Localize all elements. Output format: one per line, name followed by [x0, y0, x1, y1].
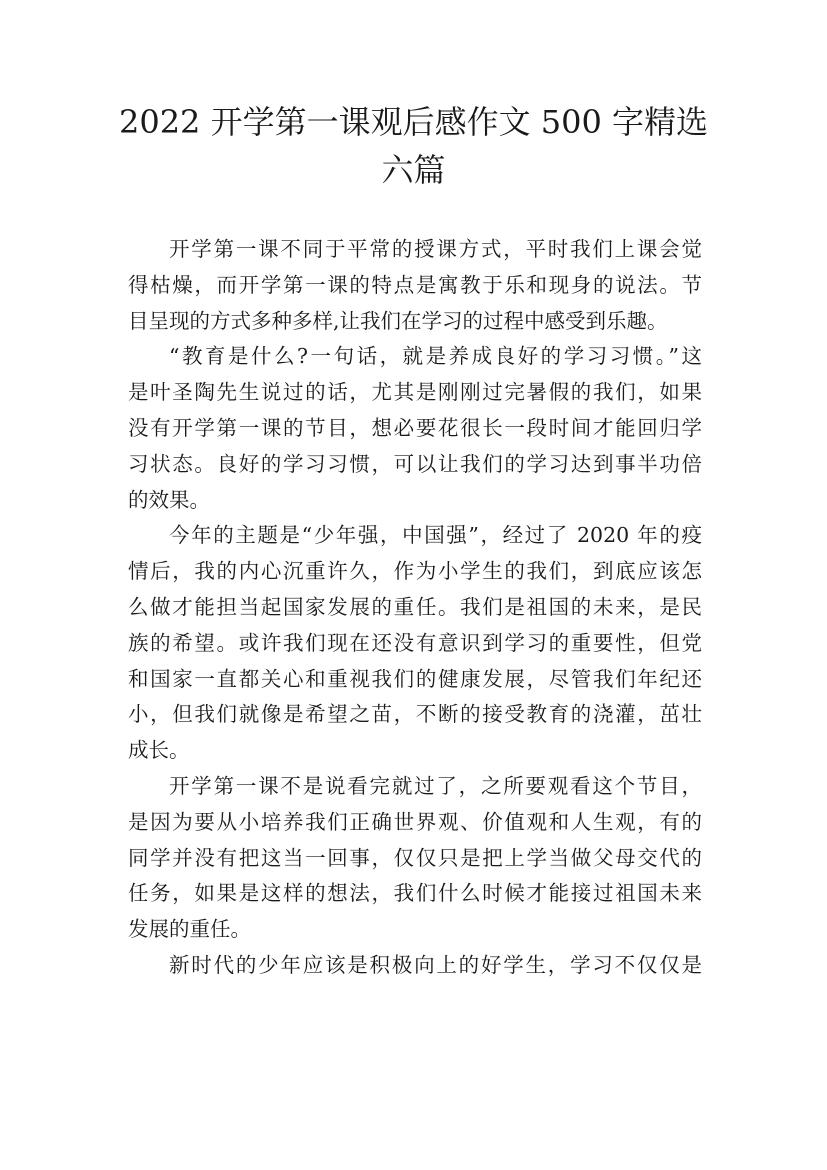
body-line: “教育是什么?一句话，就是养成良好的学习习惯。”这 — [169, 344, 702, 369]
document-title: 2022 开学第一课观后感作文 500 字精选六篇 — [118, 103, 709, 189]
document-body — [128, 232, 702, 984]
body-line: 族的希望。或许我们现在还没有意识到学习的重要性，但党 — [128, 630, 702, 655]
body-line: 情后，我的内心沉重许久，作为小学生的我们，到底应该怎 — [128, 559, 702, 584]
body-line: 是叶圣陶先生说过的话，尤其是刚刚过完暑假的我们，如果 — [128, 380, 702, 405]
body-line: 开学第一课不是说看完就过了，之所要观看这个节目， — [169, 773, 702, 798]
body-line: 开学第一课不同于平常的授课方式，平时我们上课会觉 — [169, 237, 702, 261]
body-line: 得枯燥，而开学第一课的特点是寓教于乐和现身的说法。节 — [128, 272, 702, 297]
body-line: 没有开学第一课的节目，想必要花很长一段时间才能回归学 — [128, 415, 702, 440]
body-line: 和国家一直都关心和重视我们的健康发展，尽管我们年纪还 — [128, 666, 702, 691]
body-line: 同学并没有把这当一回事，仅仅只是把上学当做父母交代的 — [128, 845, 702, 870]
body-line: 发展的重任。 — [128, 917, 251, 942]
body-line: 小，但我们就像是希望之苗，不断的接受教育的浇灌，茁壮 — [128, 702, 702, 727]
body-line: 的效果。 — [128, 487, 210, 512]
body-line: 今年的主题是“少年强，中国强”，经过了 2020 年的疫 — [169, 523, 702, 548]
body-line: 习状态。良好的学习习惯，可以让我们的学习达到事半功倍 — [128, 451, 702, 476]
body-line: 么做才能担当起国家发展的重任。我们是祖国的未来，是民 — [128, 594, 702, 619]
body-line: 任务，如果是这样的想法，我们什么时候才能接过祖国未来 — [128, 881, 702, 906]
body-line: 新时代的少年应该是积极向上的好学生，学习不仅仅是 — [169, 952, 702, 977]
body-line: 目呈现的方式多种多样,让我们在学习的过程中感受到乐趣。 — [128, 308, 668, 333]
body-line: 成长。 — [128, 738, 190, 763]
body-line: 是因为要从小培养我们正确世界观、价值观和人生观，有的 — [128, 809, 702, 834]
